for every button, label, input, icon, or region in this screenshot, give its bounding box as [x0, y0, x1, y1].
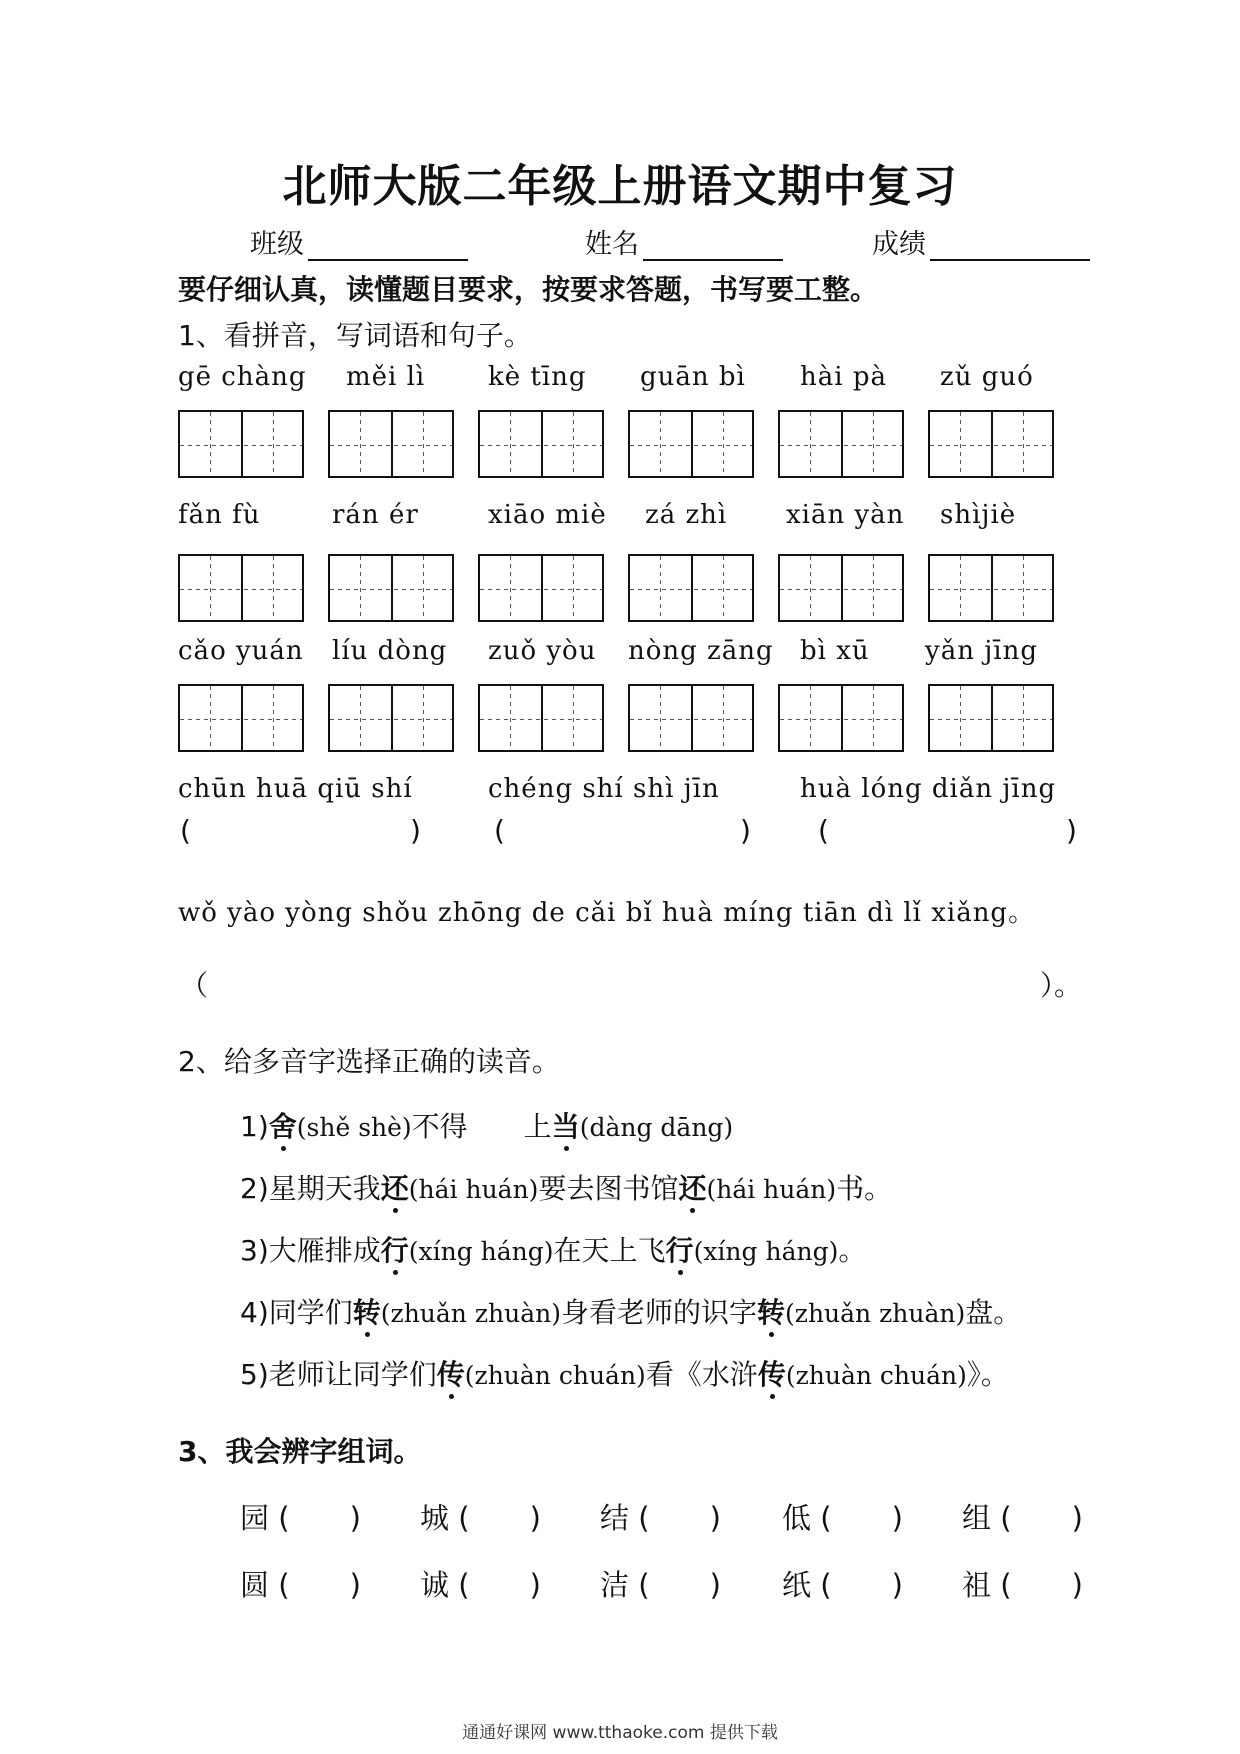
- paren-close: ): [891, 1568, 903, 1602]
- pinyin-word: kè tīng: [488, 362, 587, 392]
- paren-close: ): [1071, 1501, 1083, 1535]
- char-compare-item: [782, 1496, 903, 1537]
- writing-grid[interactable]: [628, 554, 754, 622]
- writing-grid[interactable]: [928, 410, 1054, 478]
- name-field: [585, 222, 783, 261]
- pinyin-options[interactable]: (zhuǎn zhuàn): [380, 1299, 561, 1328]
- idiom-pinyin: chéng shí shì jīn: [488, 774, 720, 804]
- paren-close: ): [529, 1568, 541, 1602]
- item-text: 在天上飞: [553, 1234, 666, 1267]
- char-compare-item: [962, 1496, 1083, 1537]
- sentence-paren-open: （: [180, 969, 209, 1002]
- target-char: 行: [380, 1234, 409, 1267]
- char: 祖: [962, 1568, 992, 1602]
- paren-close: ): [529, 1501, 541, 1535]
- idiom-pinyin: huà lóng diǎn jīng: [800, 774, 1057, 804]
- char-compare-item: [420, 1563, 541, 1604]
- item-text: 要去图书馆: [538, 1172, 679, 1205]
- answer-paren-close: ): [740, 814, 751, 847]
- pinyin-word: měi lì: [346, 362, 426, 392]
- polyphone-item: [240, 1229, 866, 1269]
- writing-grid[interactable]: [178, 554, 304, 622]
- paren-open: (: [820, 1501, 832, 1535]
- writing-grid[interactable]: [628, 684, 754, 752]
- pinyin-word: hài pà: [800, 362, 887, 392]
- paren-close: ): [709, 1568, 721, 1602]
- section3-heading: 3、我会辨字组词。: [178, 1435, 422, 1468]
- paren-close: ): [349, 1568, 361, 1602]
- writing-grid[interactable]: [628, 410, 754, 478]
- writing-grid[interactable]: [778, 684, 904, 752]
- class-field: [250, 222, 468, 261]
- target-char: 转: [757, 1296, 786, 1329]
- pinyin-word: fǎn fù: [178, 500, 261, 530]
- writing-grid[interactable]: [178, 684, 304, 752]
- pinyin-options[interactable]: (xíng háng): [693, 1237, 839, 1266]
- item-text: 2)星期天我: [240, 1172, 381, 1205]
- target-char: 传: [757, 1358, 786, 1391]
- footer-watermark: 通通好课网 www.tthaoke.com 提供下载: [462, 1723, 778, 1743]
- item-text: 3)大雁排成: [240, 1234, 381, 1267]
- writing-grid[interactable]: [178, 410, 304, 478]
- char: 圆: [240, 1568, 270, 1602]
- writing-grid[interactable]: [328, 410, 454, 478]
- item-text: 1): [240, 1110, 269, 1143]
- writing-grid[interactable]: [778, 554, 904, 622]
- paren-close: ): [349, 1501, 361, 1535]
- pinyin-word: zuǒ yòu: [488, 636, 597, 666]
- pinyin-word: xiāo miè: [488, 500, 607, 530]
- paren-open: (: [278, 1501, 290, 1535]
- section1-heading: 1、看拼音，写词语和句子。: [178, 319, 532, 352]
- target-char: 传: [436, 1358, 465, 1391]
- pinyin-options[interactable]: (dàng dāng): [579, 1113, 734, 1142]
- char: 纸: [782, 1568, 812, 1602]
- writing-grid[interactable]: [778, 410, 904, 478]
- target-char: 还: [380, 1172, 409, 1205]
- item-text: 》。: [966, 1358, 1009, 1391]
- item-text: 5)老师让同学们: [240, 1358, 437, 1391]
- answer-paren-open: (: [494, 814, 505, 847]
- pinyin-options[interactable]: (shě shè): [296, 1113, 412, 1142]
- paren-open: (: [638, 1501, 650, 1535]
- polyphone-item: [240, 1105, 733, 1145]
- char-compare-item: [962, 1563, 1083, 1604]
- paren-open: (: [1000, 1501, 1012, 1535]
- item-text: 书。: [836, 1172, 893, 1205]
- idiom-pinyin: chūn huā qiū shí: [178, 774, 413, 804]
- paren-open: (: [1000, 1568, 1012, 1602]
- pinyin-word: rán ér: [332, 500, 419, 530]
- writing-grid[interactable]: [928, 554, 1054, 622]
- paren-open: (: [458, 1501, 470, 1535]
- pinyin-word: guān bì: [640, 362, 746, 392]
- pinyin-options[interactable]: (zhuǎn zhuàn): [785, 1299, 966, 1328]
- char-compare-item: [420, 1496, 541, 1537]
- char-compare-item: [240, 1496, 361, 1537]
- pinyin-word: zǔ guó: [940, 362, 1034, 392]
- polyphone-item: [240, 1167, 892, 1207]
- pinyin-word: bì xū: [800, 636, 870, 666]
- class-blank[interactable]: [308, 231, 468, 261]
- score-label: 成绩: [872, 229, 926, 260]
- target-char: 行: [665, 1234, 694, 1267]
- pinyin-options[interactable]: (xíng háng): [408, 1237, 554, 1266]
- paren-close: ): [891, 1501, 903, 1535]
- pinyin-word: nòng zāng: [628, 636, 774, 666]
- pinyin-options[interactable]: (zhuàn chuán): [464, 1361, 646, 1390]
- item-text: 。: [838, 1234, 867, 1267]
- score-field: [872, 222, 1090, 261]
- item-text: 4)同学们: [240, 1296, 353, 1329]
- pinyin-word: shìjiè: [940, 500, 1017, 530]
- writing-grid[interactable]: [478, 684, 604, 752]
- pinyin-options[interactable]: (zhuàn chuán): [785, 1361, 967, 1390]
- char: 城: [420, 1501, 450, 1535]
- item-text: 不得 上: [411, 1110, 552, 1143]
- target-char: 还: [678, 1172, 707, 1205]
- paren-open: (: [638, 1568, 650, 1602]
- target-char: 舍: [268, 1110, 297, 1143]
- char-compare-item: [240, 1563, 361, 1604]
- name-blank[interactable]: [643, 231, 783, 261]
- item-text: 看《水浒: [645, 1358, 758, 1391]
- char-compare-item: [782, 1563, 903, 1604]
- paren-close: ): [1071, 1568, 1083, 1602]
- sentence-paren-close: ）。: [1040, 969, 1083, 1002]
- polyphone-item: [240, 1291, 1021, 1331]
- writing-grid[interactable]: [478, 554, 604, 622]
- char: 低: [782, 1501, 812, 1535]
- pinyin-options[interactable]: (hái huán): [706, 1175, 837, 1204]
- paren-close: ): [709, 1501, 721, 1535]
- target-char: 转: [352, 1296, 381, 1329]
- answer-paren-open: (: [180, 814, 191, 847]
- target-char: 当: [551, 1110, 580, 1143]
- pinyin-word: líu dòng: [332, 636, 448, 666]
- score-blank[interactable]: [930, 231, 1090, 261]
- answer-paren-open: (: [818, 814, 829, 847]
- pinyin-word: gē chàng: [178, 362, 307, 392]
- class-label: 班级: [250, 229, 304, 260]
- writing-grid[interactable]: [328, 684, 454, 752]
- writing-grid[interactable]: [478, 410, 604, 478]
- page-title: 北师大版二年级上册语文期中复习: [282, 161, 958, 212]
- pinyin-word: xiān yàn: [786, 500, 905, 530]
- section2-heading: 2、给多音字选择正确的读音。: [178, 1045, 560, 1078]
- polyphone-item: [240, 1353, 1009, 1393]
- item-text: 盘。: [965, 1296, 1022, 1329]
- answer-paren-close: ): [410, 814, 421, 847]
- paren-open: (: [278, 1568, 290, 1602]
- pinyin-word: yǎn jīng: [925, 636, 1038, 666]
- char: 组: [962, 1501, 992, 1535]
- writing-grid[interactable]: [328, 554, 454, 622]
- char: 诚: [420, 1568, 450, 1602]
- answer-paren-close: ): [1066, 814, 1077, 847]
- pinyin-options[interactable]: (hái huán): [408, 1175, 539, 1204]
- char-compare-item: [600, 1496, 721, 1537]
- sentence-pinyin: wǒ yào yòng shǒu zhōng de cǎi bǐ huà míng tiān dì lǐ xiǎng。: [178, 898, 1036, 928]
- instruction: 要仔细认真，读懂题目要求，按要求答题，书写要工整。: [178, 273, 879, 306]
- pinyin-word: zá zhì: [645, 500, 728, 530]
- char: 洁: [600, 1568, 630, 1602]
- char: 结: [600, 1501, 630, 1535]
- paren-open: (: [820, 1568, 832, 1602]
- pinyin-word: cǎo yuán: [178, 636, 304, 666]
- paren-open: (: [458, 1568, 470, 1602]
- writing-grid[interactable]: [928, 684, 1054, 752]
- char: 园: [240, 1501, 270, 1535]
- char-compare-item: [600, 1563, 721, 1604]
- name-label: 姓名: [585, 229, 639, 260]
- item-text: 身看老师的识字: [560, 1296, 757, 1329]
